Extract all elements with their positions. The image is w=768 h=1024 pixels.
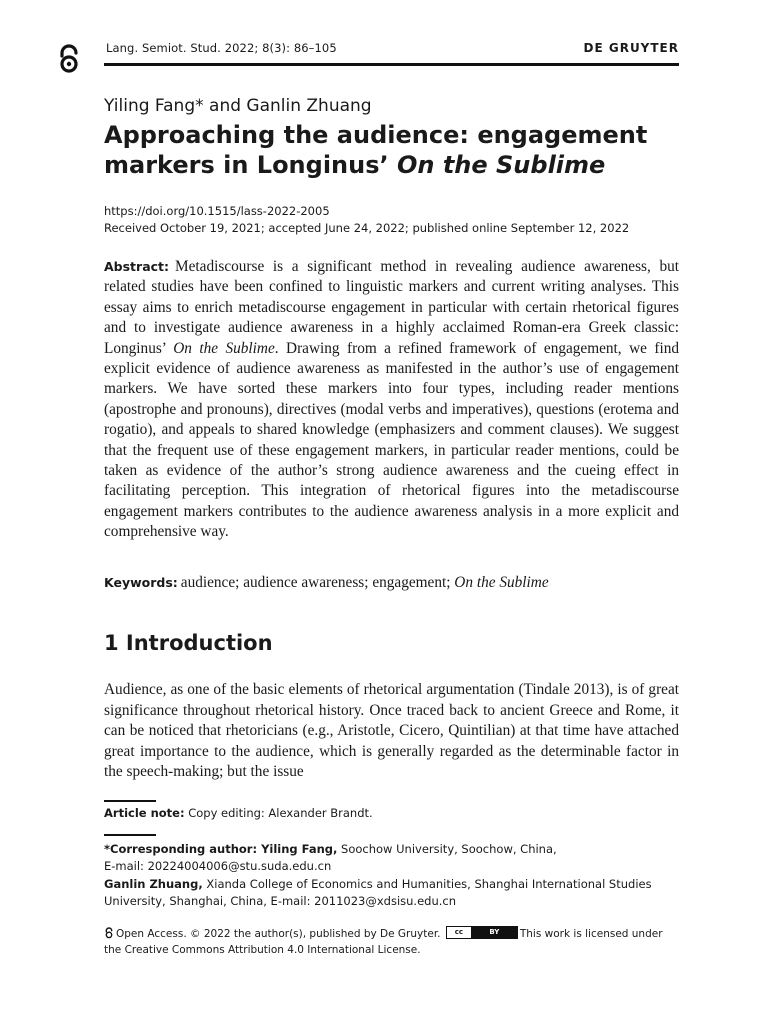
keywords-label: Keywords: — [104, 575, 178, 590]
open-access-icon — [56, 44, 82, 74]
section-body: Audience, as one of the basic elements of rhetorical argumentation (Tindale 2013), is of great significance throughout rhetorical history. Once traced back to ancient Greece and Rome, it can be noticed that rhetoricians (e.g., Aristotle, Cicero, Quintilian) at that time have attached great importance to the audience, which is generally regarded as the determinable factor in the speech-making; but the issue — [104, 681, 679, 781]
footnote-rule — [104, 834, 156, 836]
corr-text: Soochow University, Soochow, China, — [337, 842, 557, 856]
article-note-text: Copy editing: Alexander Brandt. — [184, 806, 373, 820]
journal-citation: Lang. Semiot. Stud. 2022; 8(3): 86–105 — [106, 41, 337, 55]
cc-by-badge[interactable] — [446, 926, 518, 939]
publisher-name: DE GRUYTER — [583, 41, 679, 55]
keywords-text: audience; audience awareness; engagement; — [180, 574, 455, 591]
open-access-footer — [104, 926, 679, 958]
second-author-text: Xianda College of Economics and Humanities, Shanghai International Studies University, Shanghai, China, E-mail: 2011023@xdsisu.edu.cn — [104, 876, 652, 909]
footnote-rule — [104, 800, 156, 802]
abstract-italic: On the Sublime — [173, 339, 275, 357]
abstract — [104, 257, 679, 543]
title-italic: On the Sublime — [396, 151, 606, 179]
abstract-label: Abstract: — [104, 259, 170, 274]
corresponding-author-block — [104, 841, 679, 911]
open-access-icon — [104, 927, 114, 939]
corr-email[interactable]: E-mail: 20224004006@stu.suda.edu.cn — [104, 859, 332, 874]
article-title — [104, 120, 684, 180]
license-text: This work is licensed under the Creative Commons Attribution 4.0 International License. — [104, 928, 663, 956]
title-main: Approaching the audience: engagement markers in Longinus’ — [104, 121, 648, 179]
author-list: Yiling Fang* and Ganlin Zhuang — [104, 96, 372, 116]
section-heading: 1 Introduction — [104, 631, 273, 655]
cc-icon: cc — [447, 927, 472, 938]
article-note — [104, 806, 373, 820]
keywords-italic: On the Sublime — [454, 574, 549, 591]
corr-label: *Corresponding author: Yiling Fang, — [104, 842, 338, 856]
publication-dates: Received October 19, 2021; accepted June 24, 2022; published online September 12, 2022 — [104, 221, 630, 235]
article-note-label: Article note: — [104, 806, 185, 820]
abstract-text-1: Metadiscourse is a significant method in revealing audience awareness, but related studies have been confined to linguistic markers and current writing analyses. This essay aims to enrich metadiscourse engagement in particular with certain rhetorical figures and to investigate audience awareness in a highly acclaimed Roman-era Greek classic: Longinus’ — [104, 258, 679, 357]
abstract-text-2: . Drawing from a refined framework of engagement, we find explicit evidence of audience awareness as manifested in the author’s use of engagement markers. We have sorted these markers into four types, including reader mentions (apostrophe and pronouns), directives (modal verbs and imperatives), questions (erotema and rogatio), and appeals to shared knowledge (emphasizers and comment clauses). We suggest that the frequent use of these engagement markers, in particular reader mentions, could be taken as evidence of the author’s strong audience awareness and the cueing effect in facilitating perception. This integration of rhetorical figures into the metadiscourse engagement markers contributes to the audience awareness analysis in a more explicit and comprehensive way. — [104, 339, 679, 541]
second-author-label: Ganlin Zhuang, — [104, 876, 203, 891]
oa-text: Open Access. © 2022 the author(s), published by De Gruyter. — [116, 928, 441, 940]
header-rule — [104, 63, 679, 66]
keywords — [104, 573, 679, 593]
by-icon: BY — [472, 927, 517, 938]
doi-link[interactable]: https://doi.org/10.1515/lass-2022-2005 — [104, 204, 330, 218]
